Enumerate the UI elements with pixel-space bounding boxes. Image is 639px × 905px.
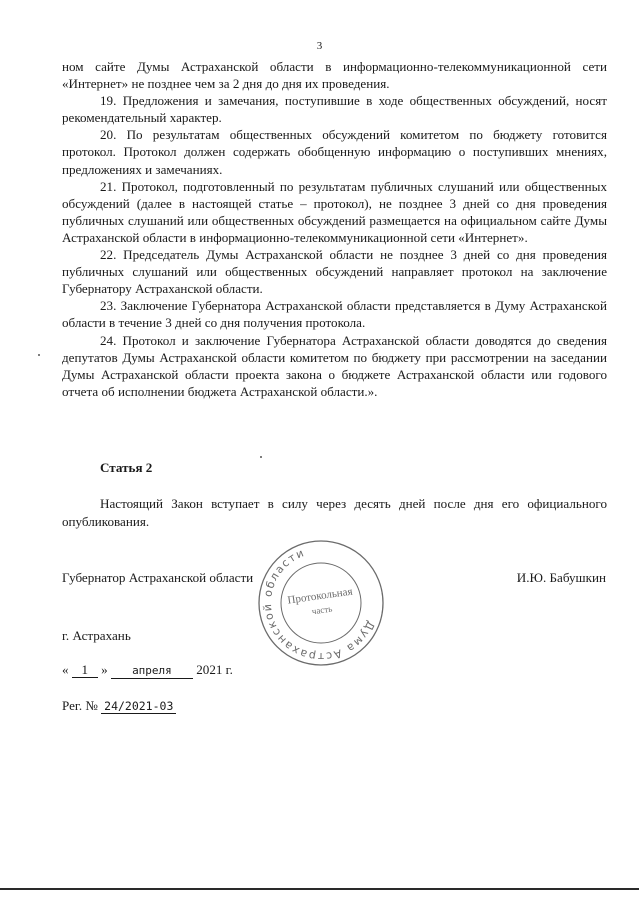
date-line: [62, 662, 233, 679]
registration-number: 24/2021-03: [101, 699, 176, 714]
final-paragraph: Настоящий Закон вступает в силу через десять дней после дня его официального опубликования.: [62, 496, 607, 529]
paragraph-23: 23. Заключение Губернатора Астраханской области представляется в Думу Астраханской области в течение 3 дней со дня получения протокола.: [62, 298, 607, 331]
page-number: 3: [316, 40, 323, 52]
paragraph-20: 20. По результатам общественных обсуждений комитетом по бюджету готовится протокол. Протокол должен содержать обобщенную информацию о поступивших мнениях, предложениях и замечаниях.: [62, 127, 607, 177]
date-day: 1: [72, 663, 98, 678]
article-heading: Статья 2: [100, 460, 153, 475]
seal-ring-text: Дума Астраханской области: [260, 545, 378, 664]
svg-text:Дума Астраханской области: [256, 538, 386, 668]
paragraph-21: 21. Протокол, подготовленный по результатам публичных слушаний или общественных обсуждений (далее в настоящей статье – протокол), не позднее 3 дней со дня проведения публичных слушаний или общественных обсуждений размещается на официальном сайте Думы Астраханской области в информационно-телекоммуникационной сети «Интернет».: [62, 178, 607, 245]
scan-speck: [260, 456, 262, 458]
seal-inner-line2: часть: [311, 603, 333, 617]
paragraph-24: 24. Протокол и заключение Губернатора Астраханской области доводятся до сведения депутатов Думы Астраханской области комитетом по бюджету при рассмотрении на заседании Думы Астраханской области проекта закона о бюджете Астраханской области или годового отчета об исполнении бюджета Астраханской области.».: [62, 332, 607, 399]
page-bottom-edge: [0, 888, 639, 890]
registration-label: Рег. №: [62, 698, 98, 713]
date-year: 2021 г.: [196, 662, 233, 677]
date-open-quote: «: [62, 662, 69, 677]
date-month: апреля: [111, 664, 193, 679]
date-close-quote: »: [101, 662, 108, 677]
official-seal: [256, 538, 386, 668]
document-body: [62, 58, 607, 400]
paragraph-continuation: ном сайте Думы Астраханской области в информационно-телекоммуникационной сети «Интернет» не позднее чем за 2 дня до дня их проведения.: [62, 59, 607, 92]
signatory-name: И.Ю. Бабушкин: [516, 570, 606, 585]
signatory-title: Губернатор Астраханской области: [62, 570, 254, 585]
paragraph-19: 19. Предложения и замечания, поступившие в ходе общественных обсуждений, носят рекомендательный характер.: [62, 93, 607, 126]
scan-speck: [38, 354, 40, 356]
city-line: г. Астрахань: [62, 628, 131, 643]
seal-inner-line1: Протокольная: [286, 585, 354, 607]
registration-line: [62, 698, 176, 714]
paragraph-22: 22. Председатель Думы Астраханской области не позднее 3 дней со дня проведения публичных слушаний или общественных обсуждений направляет протокол на заключение Губернатору Астраханской области.: [62, 247, 607, 297]
